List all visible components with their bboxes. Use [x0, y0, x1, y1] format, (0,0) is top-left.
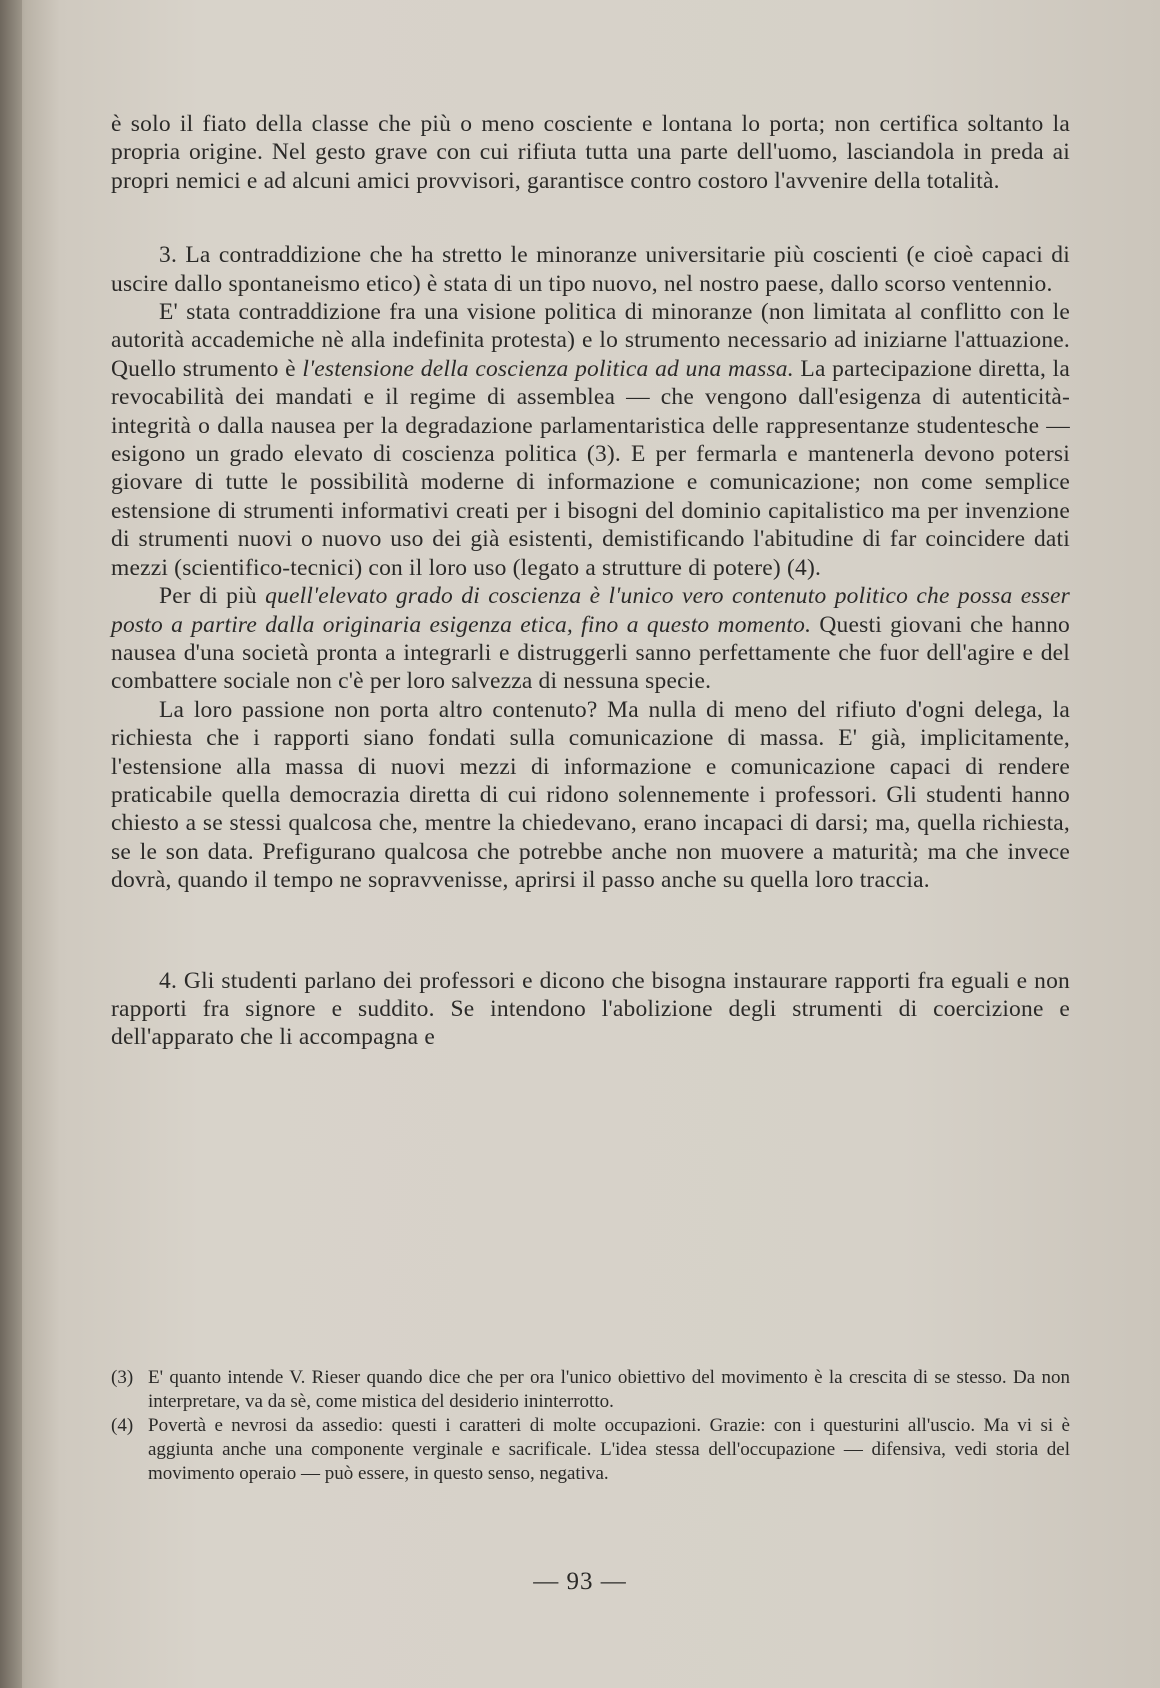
footnote-text: E' quanto intende V. Rieser quando dice che per ora l'unico obiettivo del movimento è la crescita di se stesso. Da non interpretare, va da sè, come mistica del desiderio ininterrotto. — [148, 1367, 1070, 1412]
footnote-3 — [111, 1366, 1070, 1414]
emphasis-text: l'estensione della coscienza politica ad una massa. — [302, 355, 794, 382]
page-number: — 93 — — [533, 1568, 627, 1595]
body-text — [111, 110, 1070, 1052]
footnote-text: Povertà e nevrosi da assedio: questi i caratteri di molte occupazioni. Grazie: con i questurini all'uscio. Ma vi si è aggiunta anche una componente verginale e sacrificale. L'idea stessa dell'occupazione — difensiva, vedi storia del movimento operaio — può essere, in questo senso, negativa. — [148, 1415, 1070, 1484]
paragraph-text: La partecipazione diretta, la revocabilità dei mandati e il regime di assemblea — che vengono dall'esigenza di autenticità-integrità o dalla nausea per la degradazione parlamentaristica delle rappresentanze studentesche — esigono un grado elevato di coscienza politica (3). E per fermarla e mantenerla devono potersi giovare di tutte le possibilità moderne di informazione e comunicazione; non come semplice estensione di strumenti informativi creati per i bisogni del dominio capitalistico ma per invenzione di strumenti nuovi o nuovo uso dei già esistenti, demistificando l'abitudine di far coincidere dati mezzi (scientifico-tecnici) con il loro uso (legato a strutture di potere) (4). — [111, 355, 1071, 581]
section-4-opening: 4. Gli studenti parlano dei professori e dicono che bisogna instaurare rapporti fra eguali e non rapporti fra signore e suddito. Se intendono l'abolizione degli strumenti di coercizione e dell'apparato che li accompagna e — [111, 967, 1070, 1051]
paragraph-text: Questi giovani che hanno nausea d'una società pronta a integrarli e distruggerli sanno perfettamente che fuor dell'agire e del combattere sociale non c'è per loro salvezza di nessuna specie. — [111, 611, 1070, 695]
paragraph-text: Per di più — [159, 583, 266, 610]
paragraph-text: E' stata contraddizione fra una visione politica di minoranze (non limitata al conflitto con le autorità accademiche nè alla indefinita protesta) e lo strumento necessario ad iniziarne l'attuazione. Quello strumento è — [111, 299, 1070, 382]
emphasis-text: quell'elevato grado di coscienza è l'unico vero contenuto politico che possa esser posto a partire dalla originaria esigenza etica, fino a questo momento. — [111, 583, 1070, 638]
paragraph-contradiction — [111, 298, 1070, 582]
footnotes — [111, 1366, 1070, 1486]
paragraph-continuation: è solo il fiato della classe che più o meno cosciente e lontana lo porta; non certifica soltanto la propria origine. Nel gesto grave con cui rifiuta tutta una parte dell'uomo, lasciandola in preda ai propri nemici e ad alcuni amici provvisori, garantisce contro costoro l'avvenire della totalità. — [111, 111, 1070, 194]
footnote-marker: (3) — [111, 1367, 134, 1388]
section-3-opening: 3. La contraddizione che ha stretto le minoranze universitarie più coscienti (e cioè capaci di uscire dallo spontaneismo etico) è stata di un tipo nuovo, nel nostro paese, dallo scorso ventennio. — [111, 242, 1070, 297]
footnote-4 — [111, 1414, 1070, 1486]
footnote-marker: (4) — [111, 1415, 134, 1436]
book-binding-edge — [0, 0, 22, 1688]
paragraph-passion: La loro passione non porta altro contenuto? Ma nulla di meno del rifiuto d'ogni delega, la richiesta che i rapporti siano fondati sulla comunicazione di massa. E' già, implicitamente, l'estensione alla massa di nuovi mezzi di informazione e comunicazione capaci di rendere praticabile quella democrazia diretta di cui ridono solennemente i professori. Gli studenti hanno chiesto a se stessi qualcosa che, mentre la chiedevano, erano incapaci di darsi; ma, quella richiesta, se le son data. Prefigurano qualcosa che potrebbe anche non muovere a maturità; ma che invece dovrà, quando il tempo ne sopravvenisse, aprirsi il passo anche su quella loro traccia. — [111, 696, 1070, 894]
paragraph-political-content — [111, 582, 1070, 696]
